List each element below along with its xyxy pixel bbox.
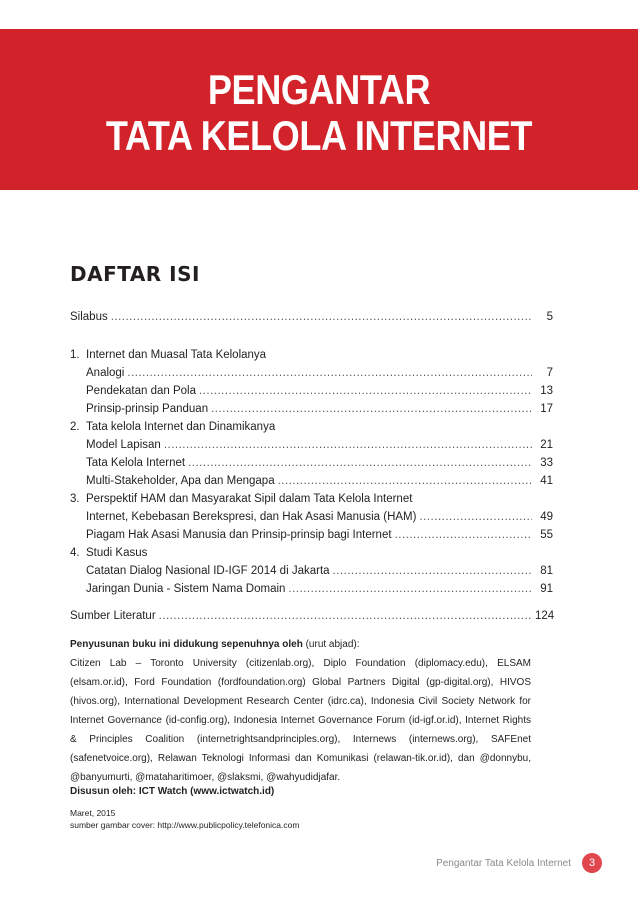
book-title-line1: PENGANTAR bbox=[207, 66, 431, 113]
toc-entry[interactable] bbox=[70, 365, 553, 382]
book-title-line2: TATA KELOLA INTERNET bbox=[105, 112, 533, 159]
toc-entry-label: Multi-Stakeholder, Apa dan Mengapa bbox=[86, 475, 275, 487]
toc-entry[interactable] bbox=[70, 608, 553, 625]
toc-entry[interactable] bbox=[70, 473, 553, 490]
acknowledgements-heading-note: (urut abjad): bbox=[302, 639, 360, 650]
toc-section-number: 4. bbox=[70, 547, 80, 559]
toc-entry-label: Model Lapisan bbox=[86, 439, 161, 451]
acknowledgements-heading-text: Penyusunan buku ini didukung sepenuhnya oleh bbox=[70, 639, 303, 650]
toc-entry[interactable] bbox=[70, 383, 553, 400]
title-banner bbox=[0, 29, 638, 190]
toc-entry[interactable] bbox=[70, 563, 553, 580]
toc-entry-page: 124 bbox=[535, 610, 555, 622]
toc-entry[interactable] bbox=[70, 401, 553, 418]
toc-entry-page: 21 bbox=[540, 439, 553, 451]
toc-section-label: Internet dan Muasal Tata Kelolanya bbox=[86, 349, 267, 361]
toc-section-number: 3. bbox=[70, 493, 80, 505]
toc-leader-dots bbox=[211, 401, 532, 418]
toc-leader-dots bbox=[419, 509, 532, 526]
toc-section[interactable] bbox=[70, 491, 553, 508]
toc-section-number: 2. bbox=[70, 421, 80, 433]
author-byline: Disusun oleh: ICT Watch (www.ictwatch.id) bbox=[70, 786, 275, 797]
toc-section-label: Studi Kasus bbox=[86, 547, 148, 559]
toc-entry[interactable] bbox=[70, 581, 553, 598]
toc-entry-page: 41 bbox=[540, 475, 553, 487]
toc-entry-page: 91 bbox=[540, 583, 553, 595]
toc-entry-page: 81 bbox=[540, 565, 553, 577]
toc-entry[interactable] bbox=[70, 509, 553, 526]
toc-entry-page: 5 bbox=[546, 311, 553, 323]
toc-leader-dots bbox=[164, 437, 532, 454]
toc-entry[interactable] bbox=[70, 437, 553, 454]
toc-leader-dots bbox=[288, 581, 532, 598]
toc-entry-label: Sumber Literatur bbox=[70, 610, 156, 622]
toc-entry-label: Prinsip-prinsip Panduan bbox=[86, 403, 209, 415]
toc-entry-label: Internet, Kebebasan Berekspresi, dan Hak Asasi Manusia (HAM) bbox=[86, 511, 417, 523]
toc-leader-dots bbox=[333, 563, 532, 580]
toc-entry-page: 13 bbox=[540, 385, 553, 397]
toc-leader-dots bbox=[127, 365, 532, 382]
toc-entry[interactable] bbox=[70, 527, 553, 544]
toc-entry[interactable] bbox=[70, 455, 553, 472]
footer-book-title: Pengantar Tata Kelola Internet bbox=[436, 858, 571, 869]
toc-entry-page: 7 bbox=[546, 367, 553, 379]
publication-date: Maret, 2015 bbox=[70, 808, 116, 818]
acknowledgements-heading bbox=[70, 635, 531, 654]
toc-entry-page: 17 bbox=[540, 403, 553, 415]
toc-entry-label: Jaringan Dunia - Sistem Nama Domain bbox=[86, 583, 286, 595]
toc-section[interactable] bbox=[70, 347, 553, 364]
toc-entry[interactable] bbox=[70, 309, 553, 326]
page-number-badge: 3 bbox=[582, 853, 602, 873]
cover-image-source: sumber gambar cover: http://www.publicpolicy.telefonica.com bbox=[70, 820, 300, 830]
toc-leader-dots bbox=[278, 473, 532, 490]
toc-section-number: 1. bbox=[70, 349, 80, 361]
toc-entry-label: Pendekatan dan Pola bbox=[86, 385, 196, 397]
toc-entry-label: Silabus bbox=[70, 311, 108, 323]
toc-entry-page: 55 bbox=[540, 529, 553, 541]
toc-heading: DAFTAR ISI bbox=[70, 262, 200, 286]
acknowledgements bbox=[70, 635, 531, 787]
toc-section[interactable] bbox=[70, 545, 553, 562]
toc-leader-dots bbox=[111, 309, 532, 326]
toc-section-label: Tata kelola Internet dan Dinamikanya bbox=[86, 421, 276, 433]
toc-leader-dots bbox=[188, 455, 532, 472]
toc-entry-label: Catatan Dialog Nasional ID-IGF 2014 di Jakarta bbox=[86, 565, 330, 577]
toc-entry-page: 49 bbox=[540, 511, 553, 523]
toc-entry-page: 33 bbox=[540, 457, 553, 469]
toc-leader-dots bbox=[395, 527, 532, 544]
toc-entry-label: Tata Kelola Internet bbox=[86, 457, 186, 469]
toc-leader-dots bbox=[159, 608, 532, 625]
toc-entry-label: Analogi bbox=[86, 367, 125, 379]
toc-section[interactable] bbox=[70, 419, 553, 436]
toc-entry-label: Piagam Hak Asasi Manusia dan Prinsip-prinsip bagi Internet bbox=[86, 529, 392, 541]
toc-leader-dots bbox=[199, 383, 532, 400]
toc-section-label: Perspektif HAM dan Masyarakat Sipil dalam Tata Kelola Internet bbox=[86, 493, 413, 505]
acknowledgements-body: Citizen Lab – Toronto University (citizenlab.org), Diplo Foundation (diplomacy.edu), ELSAM (elsam.or.id), Ford Foundation (fordfoundation.org) Global Partners Digital (gp-digital.org), HIVOS (hivos.org), International Development Research Center (idrc.ca), Indonesia Civil Society Network for Internet Governance (id-config.org), Indonesia Internet Governance Forum (id-igf.or.id), Internet Rights & Principles Coalition (internetrightsandprinciples.org), Internews (internews.org), SAFEnet (safenetvoice.org), Relawan Teknologi Informasi dan Komunikasi (relawan-tik.or.id), dan @donnybu, @banyumurti, @mataharitimoer, @slaksmi, @wahyudidjafar. bbox=[70, 658, 531, 783]
